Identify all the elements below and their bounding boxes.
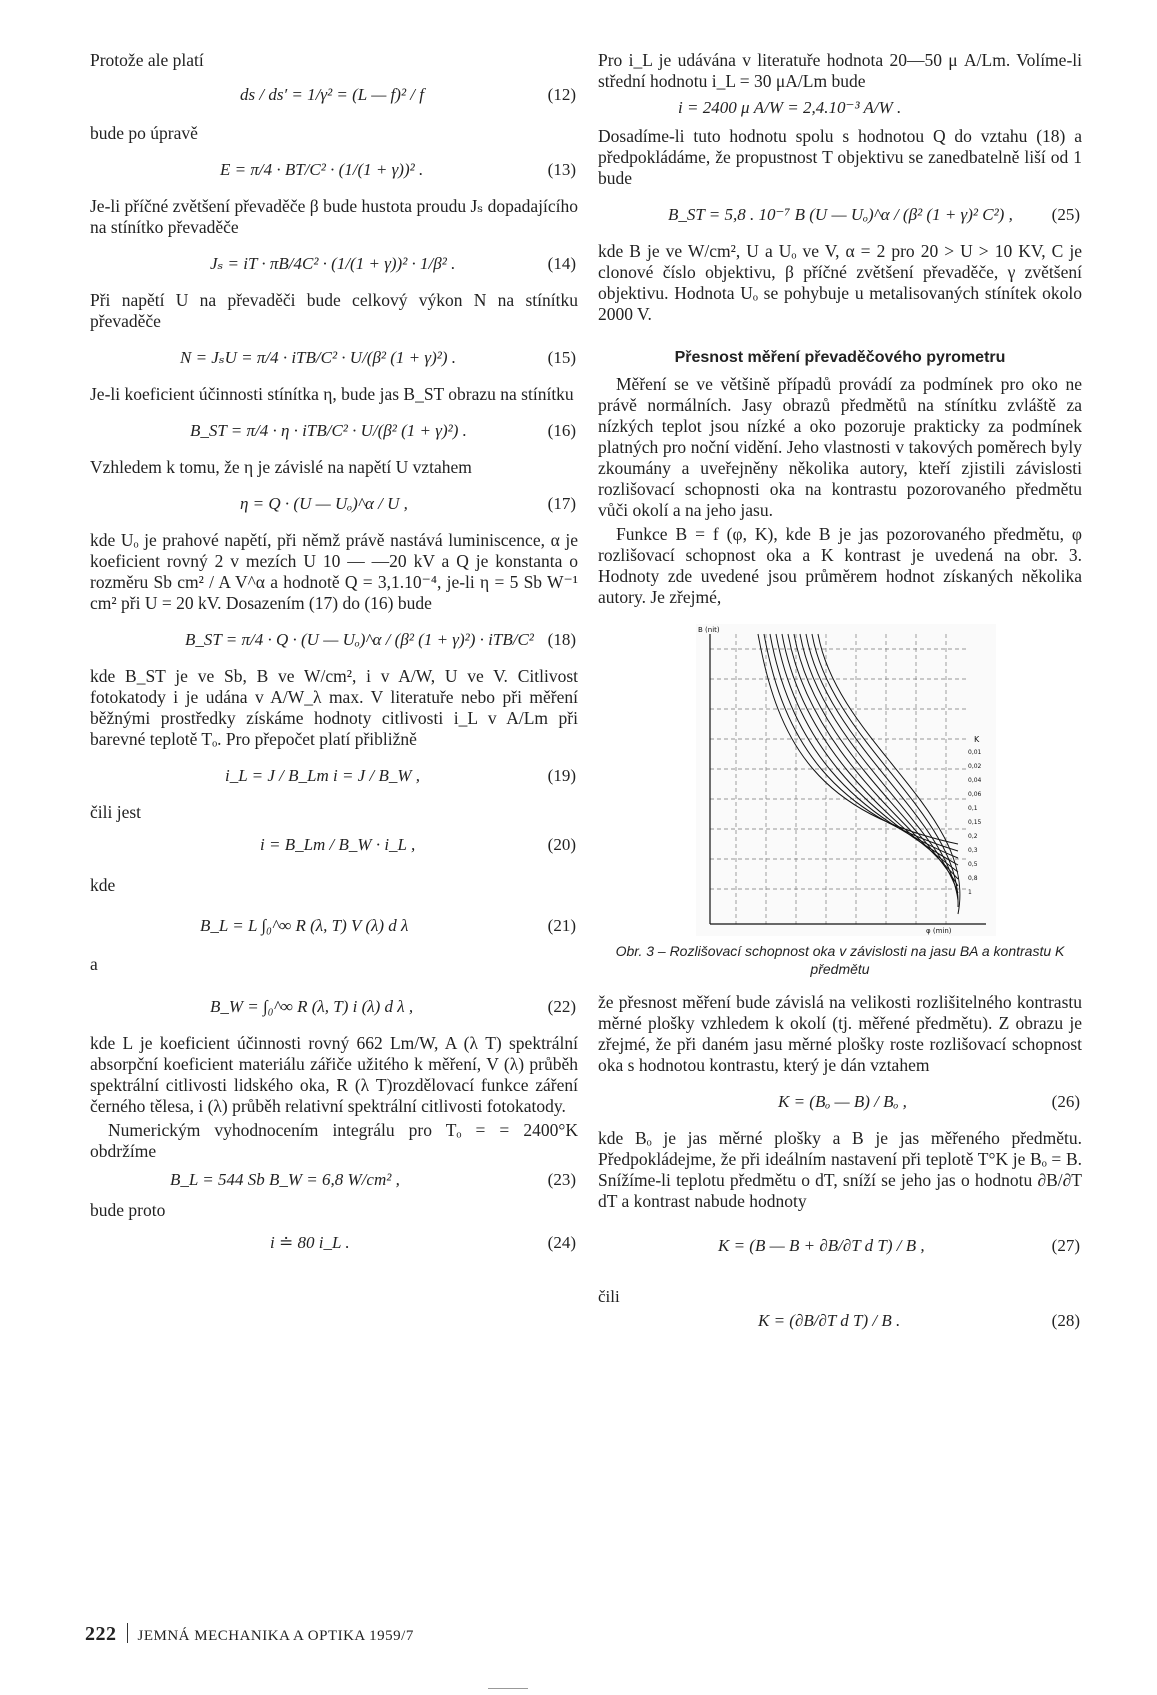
equation-number: (28) <box>1051 1311 1080 1330</box>
paragraph: Vzhledem k tomu, že η je závislé na napětí U vztahem <box>90 457 472 477</box>
equation-25 <box>598 192 1082 236</box>
paragraph: Numerickým vyhodnocením integrálu pro Tₒ = = 2400°K obdržíme <box>90 1120 578 1161</box>
equation-expression: B_ST = 5,8 . 10⁻⁷ B (U — Uₒ)^α / (β² (1 + γ)² C²) , <box>668 205 1013 224</box>
equation-number: (20) <box>547 835 576 854</box>
equation-12 <box>90 74 578 118</box>
equation-i-value <box>598 95 1082 121</box>
equation-number: (23) <box>547 1170 576 1189</box>
page-number: 222 <box>85 1623 117 1645</box>
equation-17 <box>90 481 578 525</box>
equation-expression: E = π/4 · BT/C² · (1/(1 + γ))² . <box>220 160 424 179</box>
equation-expression: N = JₛU = π/4 · iTB/C² · U/(β² (1 + γ)²) . <box>180 348 457 367</box>
equation-number: (12) <box>547 85 576 104</box>
divider <box>488 1688 528 1689</box>
k-value-label: 0,02 <box>968 763 982 770</box>
equation-number: (16) <box>547 421 576 440</box>
equation-number: (17) <box>547 494 576 513</box>
paragraph: kde Uₒ je prahové napětí, při němž právě nastává luminiscence, α je koeficient rovný 2 v mezích U 10 — —20 kV a Q je konstanta o rozměru Sb cm² / A V^α a hodnotě Q = 3,1.10⁻⁴, je-li η = 5 Sb W⁻¹ cm² při U = 20 kV. Dosazením (17) do (16) bude <box>90 530 578 613</box>
k-value-label: 1 <box>968 889 972 896</box>
paragraph: kde <box>90 875 116 895</box>
k-value-label: 0,1 <box>968 805 978 812</box>
equation-15 <box>90 335 578 379</box>
equation-22 <box>90 978 578 1028</box>
equation-number: (21) <box>547 916 576 935</box>
k-value-label: 0,01 <box>968 749 982 756</box>
k-value-label: 0,3 <box>968 847 978 854</box>
equation-18 <box>90 617 578 661</box>
paragraph: bude proto <box>90 1200 166 1220</box>
figure-caption: Obr. 3 – Rozlišovací schopnost oka v závislosti na jasu BA a kontrastu K předmětu <box>615 943 1065 977</box>
y-axis-label: B (nit) <box>698 626 720 634</box>
paragraph: kde B je ve W/cm², U a Uₒ ve V, α = 2 pro 20 > U > 10 KV, C je clonové číslo objektivu, β příčné zvětšení převaděče, γ zvětšení objektivu. Hodnota Uₒ se pohybuje u metalisovaných stínítek okolo 2000 V. <box>598 241 1082 324</box>
equation-expression: i_L = J / B_Lm i = J / B_W , <box>225 766 420 785</box>
section-heading: Přesnost měření převaděčového pyrometru <box>674 349 1006 366</box>
paragraph: kde B_ST je ve Sb, B ve W/cm², i v A/W, U ve V. Citlivost fotokatody i je udána v A/W_λ max. V literatuře nebo při měření běžnými prostředky získáme hodnoty citlivosti i_L v A/Lm při barevné teplotě Tₒ. Pro přepočet platí přibližně <box>90 666 578 749</box>
k-value-label: 0,5 <box>968 861 978 868</box>
figure-3 <box>696 624 996 936</box>
equation-21 <box>90 899 578 949</box>
right-column <box>598 50 1082 1353</box>
equation-28 <box>598 1284 1082 1348</box>
equation-number: (27) <box>1051 1236 1080 1255</box>
equation-expression: K = (∂B/∂T d T) / B . <box>758 1311 901 1330</box>
equation-16 <box>90 408 578 452</box>
equation-expression: ds / ds′ = 1/γ² = (L — f)² / f <box>240 85 424 104</box>
paragraph: Při napětí U na převaděči bude celkový výkon N na stínítku převaděče <box>90 290 578 331</box>
paragraph: bude po úpravě <box>90 123 198 143</box>
equation-number: (15) <box>547 348 576 367</box>
paragraph: Měření se ve většině případů provádí za podmínek pro oko ne právě normálních. Jasy obrazů předmětů na stínítku zvláště za nízkých teplot jsou nízké a oko pozoruje prakticky za podmínek platných pro noční vidění. Jeho vlastnosti v takových poměrech byly zkoumány a uveřejněny několika autory, kteří zjistili závislosti rozlišovací schopnosti oka na kontrastu pozorovaného předmětu vůči okolí a na jeho jasu. <box>598 374 1082 520</box>
equation-expression: B_ST = π/4 · Q · (U — Uₒ)^α / (β² (1 + γ)²) · iTB/C² <box>185 630 534 649</box>
paragraph: Dosadíme-li tuto hodnotu spolu s hodnotou Q do vztahu (18) a předpokládáme, že propustnost T objektivu se zanedbatelně liší od 1 bude <box>598 126 1082 188</box>
equation-expression: B_L = L ∫₀^∞ R (λ, T) V (λ) d λ <box>200 916 409 935</box>
paragraph: že přesnost měření bude závislá na velikosti rozlišitelného kontrastu měrné plošky vzhledem k okolí (tj. měřené předmětu). Z obrazu je zřejmé, že při daném jasu měrné plošky roste rozlišovací schopnost oka s hodnotou kontrastu, který je dán vztahem <box>598 992 1082 1075</box>
equation-expression: Jₛ = iT · πB/4C² · (1/(1 + γ))² · 1/β² . <box>210 254 456 273</box>
equation-number: (25) <box>1051 205 1080 224</box>
equation-number: (26) <box>1051 1092 1080 1111</box>
k-value-label: 0,15 <box>968 819 982 826</box>
paragraph: čili <box>598 1287 620 1306</box>
paragraph: Pro i_L je udávána v literatuře hodnota 20—50 μ A/Lm. Volíme-li střední hodnotu i_L = 30 μA/Lm bude <box>598 50 1082 91</box>
page-footer <box>85 1623 414 1646</box>
equation-expression: i ≐ 80 i_L . <box>270 1233 350 1252</box>
equation-expression: B_W = ∫₀^∞ R (λ, T) i (λ) d λ , <box>210 997 414 1016</box>
paragraph: Protože ale platí <box>90 50 204 70</box>
paragraph: čili jest <box>90 802 142 822</box>
equation-number: (14) <box>547 254 576 273</box>
figure-graph <box>696 624 996 936</box>
equation-expression: i = B_Lm / B_W · i_L , <box>260 835 416 854</box>
equation-expression: K = (Bₒ — B) / Bₒ , <box>778 1092 907 1111</box>
k-label: K <box>974 735 980 744</box>
k-value-label: 0,2 <box>968 833 978 840</box>
equation-expression: η = Q · (U — Uₒ)^α / U , <box>240 494 408 513</box>
equation-number: (22) <box>547 997 576 1016</box>
equation-14 <box>90 241 578 285</box>
paragraph: Funkce B = f (φ, K), kde B je jas pozorovaného předmětu, φ rozlišovací schopnost oka a K kontrast je uvedená na obr. 3. Hodnoty zde uvedené jsou průměrem hodnot získaných několika autory. Je zřejmé, <box>598 524 1082 607</box>
equation-20 <box>90 826 578 870</box>
k-value-label: 0,06 <box>968 791 982 798</box>
paragraph: Je-li příčné zvětšení převaděče β bude hustota proudu Jₛ dopadajícího na stínítko převaděče <box>90 196 578 237</box>
equation-23 <box>90 1165 578 1195</box>
equation-19 <box>90 753 578 797</box>
equation-expression: i = 2400 μ A/W = 2,4.10⁻³ A/W . <box>678 98 902 117</box>
paragraph: kde L je koeficient účinnosti rovný 662 Lm/W, A (λ T) spektrální absorpční koeficient materiálu zářiče užitého k měření, V (λ) průběh spektrální citlivosti lidského oka, R (λ T)rozdělovací funkce záření černého tělesa, i (λ) průběh relativní spektrální citlivosti fotokatody. <box>90 1033 578 1116</box>
journal-name: JEMNÁ MECHANIKA A OPTIKA 1959/7 <box>137 1628 414 1644</box>
equation-expression: B_ST = π/4 · η · iTB/C² · U/(β² (1 + γ)²) . <box>190 421 467 440</box>
paragraph: a <box>90 954 98 974</box>
equation-13 <box>90 147 578 191</box>
x-axis-label: φ (min) <box>926 927 952 935</box>
equation-24 <box>90 1224 578 1258</box>
paragraph: kde Bₒ je jas měrné plošky a B je jas měřeného předmětu. Předpokládejme, že při ideálním nastavení při teplotě T°K je Bₒ = B. Snížíme-li teplotu předmětu o dT, sníží se jeho jas o hodnotu ∂B/∂T dT a kontrast nabude hodnoty <box>598 1128 1082 1211</box>
equation-number: (19) <box>547 766 576 785</box>
equation-27 <box>598 1215 1082 1279</box>
k-value-label: 0,04 <box>968 777 982 784</box>
equation-expression: K = (B — B + ∂B/∂T d T) / B , <box>718 1236 925 1255</box>
equation-26 <box>598 1079 1082 1123</box>
equation-number: (24) <box>547 1233 576 1252</box>
divider <box>127 1623 128 1643</box>
paragraph: Je-li koeficient účinnosti stínítka η, bude jas B_ST obrazu na stínítku <box>90 384 574 404</box>
k-value-label: 0,8 <box>968 875 978 882</box>
left-column <box>90 50 578 1263</box>
equation-number: (18) <box>547 630 576 649</box>
equation-number: (13) <box>547 160 576 179</box>
equation-expression: B_L = 544 Sb B_W = 6,8 W/cm² , <box>170 1170 400 1189</box>
